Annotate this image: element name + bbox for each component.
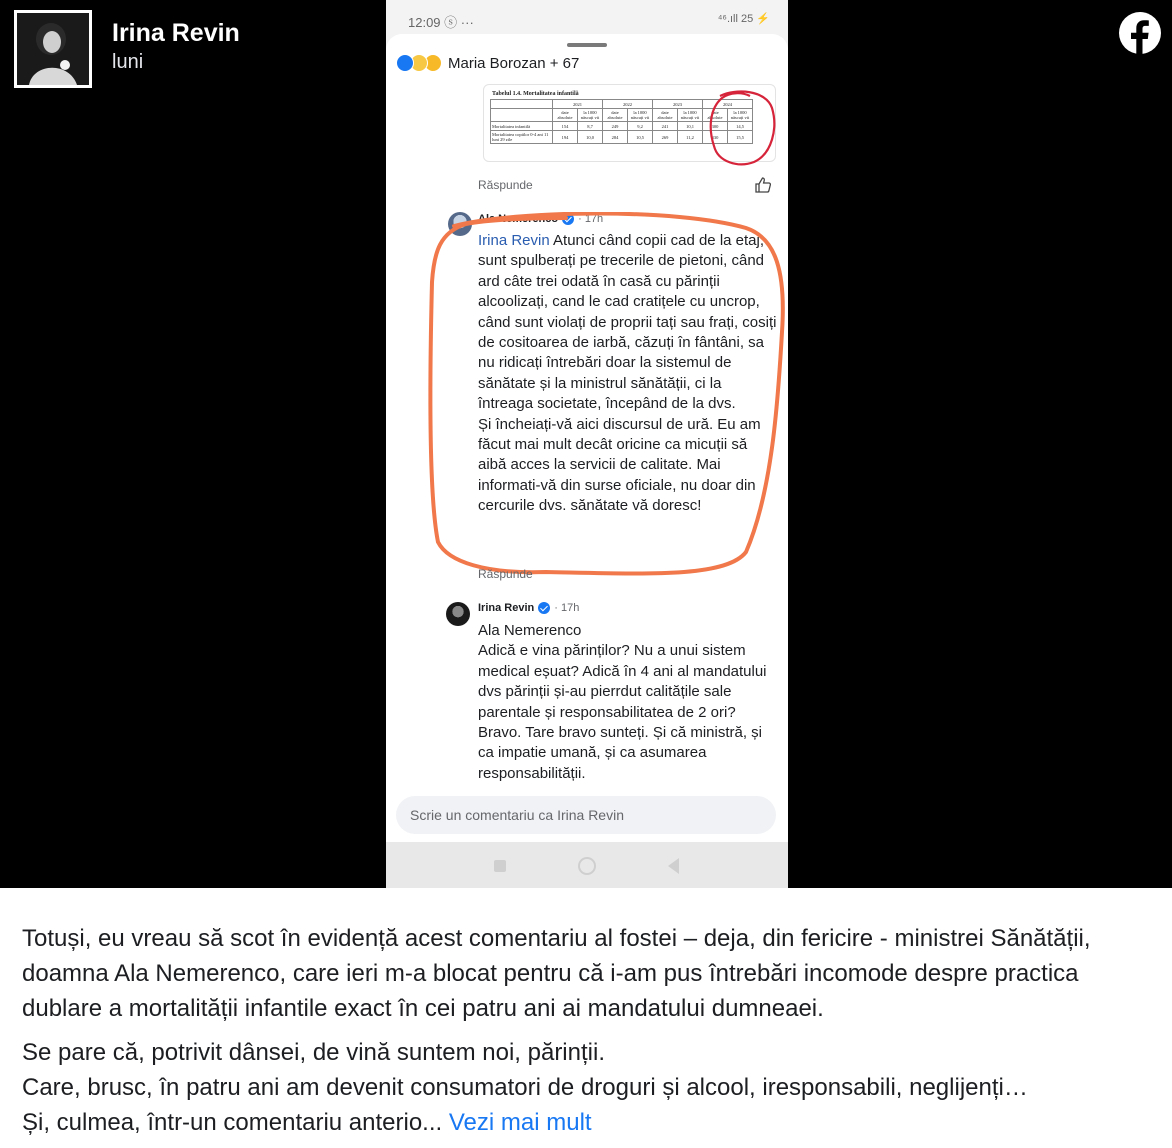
phone-screenshot — [386, 0, 788, 888]
commenter-name[interactable]: Irina Revin — [478, 602, 535, 614]
recent-apps-icon[interactable] — [494, 860, 506, 872]
comment-header — [478, 602, 579, 614]
reactions-summary[interactable] — [396, 54, 579, 72]
table-year: 2022 — [603, 100, 653, 109]
mention-link[interactable]: Irina Revin — [478, 232, 550, 249]
thumbs-up-icon[interactable] — [754, 176, 772, 194]
commenter-avatar[interactable] — [446, 602, 470, 626]
table-subheader: la 1000 născuți vii — [628, 109, 653, 122]
commenter-name[interactable]: Ala Nemerenco — [478, 213, 559, 225]
table-subheader: la 1000 născuți vii — [728, 109, 753, 122]
table-cell: 300 — [703, 122, 728, 131]
caption-line — [22, 1106, 1150, 1141]
table-cell: 194 — [553, 131, 578, 144]
caption-truncated-text: Și, culmea, într-un comentariu anterio... — [22, 1108, 443, 1136]
post-caption — [0, 888, 1172, 1148]
android-nav-bar — [386, 842, 788, 888]
table-cell: 154 — [553, 122, 578, 131]
table-subheader: date absolute — [653, 109, 678, 122]
comment-time[interactable]: · 17h — [578, 213, 604, 225]
comment-text: Irina Revin Atunci când copii cad de la etaj, sunt spulberați pe trecerile de pietoni, când ard câte trei odată în casă cu părinții alcoolizați, cand le cad cratițele cu uncrop, când sunt violați de proprii tați sau frați, cosiți de cositoarea de iarbă, căzuți în fântâni, sa nu ridicați întrebări doar la sistemul de sănătate și la ministrul sănătății, ci la întreaga societate, începând de la dvs. Și încheiați-vă aici discursul de ură. Eu am făcut mai mult decât oricine ca micuții să aibă acces la servicii de calitate. Mai informati-vă din surse oficiale, nu doar din cercurile dvs. sănătate vă doresc! — [478, 232, 777, 515]
table-year: 2024 — [703, 100, 753, 109]
table-subheader: date absolute — [553, 109, 578, 122]
caption-line: Se pare că, potrivit dânsei, de vină suntem noi, părinții. — [22, 1039, 605, 1067]
table-subheader: la 1000 născuți vii — [578, 109, 603, 122]
see-more-link[interactable]: Vezi mai mult — [448, 1108, 592, 1136]
red-annotation-circle — [706, 88, 778, 168]
table-cell: 284 — [603, 131, 628, 144]
table-cell: 8,7 — [578, 122, 603, 131]
table-title: Tabelul 1.4. Mortalitatea infantilă — [492, 91, 579, 97]
home-icon[interactable] — [578, 857, 596, 875]
reply-button[interactable]: Răspunde — [478, 567, 533, 581]
verified-badge-icon — [538, 602, 550, 614]
table-cell: 15,5 — [728, 131, 753, 144]
table-cell: 9,2 — [628, 122, 653, 131]
table-cell: 10,1 — [678, 122, 703, 131]
table-corner — [491, 100, 553, 109]
row-label: Mortalitatea infantilă — [491, 122, 553, 131]
facebook-logo-icon[interactable] — [1118, 11, 1162, 55]
table-corner — [491, 109, 553, 122]
comment-composer-input[interactable] — [396, 796, 776, 834]
reactions-label: Maria Borozan + 67 — [448, 54, 580, 72]
table-cell: 249 — [603, 122, 628, 131]
table-subheader: la 1000 născuți vii — [678, 109, 703, 122]
orange-annotation-outline — [426, 212, 788, 582]
like-reaction-icon — [396, 54, 414, 72]
table-cell: 330 — [703, 131, 728, 144]
row-label: Mortalitatea copiilor 0-4 ani 11 luni 29 zile — [491, 131, 553, 144]
back-icon[interactable] — [668, 858, 679, 874]
composer-placeholder: Scrie un comentariu ca Irina Revin — [410, 807, 624, 823]
sheet-drag-handle[interactable] — [567, 43, 607, 47]
reply-button[interactable]: Răspunde — [478, 178, 533, 192]
comment-text: Ala Nemerenco Adică e vina părinților? Nu a unui sistem medical eșuat? Adică în 4 ani al mandatului dvs părinții și-au pierrdut calitățile sale parentale și responsabilitatea de 2 ori? Bravo. Tare bravo sunteți. Și că ministră, și ca impatie umană, și ca asumarea responsabilității. — [478, 622, 767, 782]
table-cell: 10,5 — [628, 131, 653, 144]
comment-time[interactable]: · 17h — [554, 602, 580, 614]
table-subheader: date absolute — [603, 109, 628, 122]
author-avatar[interactable] — [14, 10, 92, 88]
table-year: 2021 — [553, 100, 603, 109]
author-name[interactable]: Irina Revin — [112, 19, 240, 47]
table-cell: 269 — [653, 131, 678, 144]
status-bar — [386, 0, 788, 36]
post-date[interactable]: luni — [112, 51, 144, 73]
post-author — [14, 10, 240, 88]
status-time: 12:09 ⓢ ··· — [408, 15, 474, 30]
table-cell: 241 — [653, 122, 678, 131]
comments-sheet — [386, 34, 788, 844]
caption-paragraph: Totuși, eu vreau să scot în evidență acest comentariu al fostei – deja, din fericire - ministrei Sănătății, doamna Ala Nemerenco, care ieri m-a blocat pentru că i-am pus întrebări incomode despre practica dublare a mortalității infantile exact în cei patru ani ai mandatului dumneaei. — [22, 925, 1091, 1022]
table-cell: 14,5 — [728, 122, 753, 131]
table-year: 2023 — [653, 100, 703, 109]
caption-line: Care, brusc, în patru ani am devenit consumatori de droguri și alcool, iresponsabili, neglijenți… — [22, 1074, 1028, 1102]
status-battery: ⁴⁶.ıll 25 ⚡ — [717, 13, 770, 25]
table-cell: 11,2 — [678, 131, 703, 144]
table-cell: 10,0 — [578, 131, 603, 144]
table-subheader: date absolute — [703, 109, 728, 122]
